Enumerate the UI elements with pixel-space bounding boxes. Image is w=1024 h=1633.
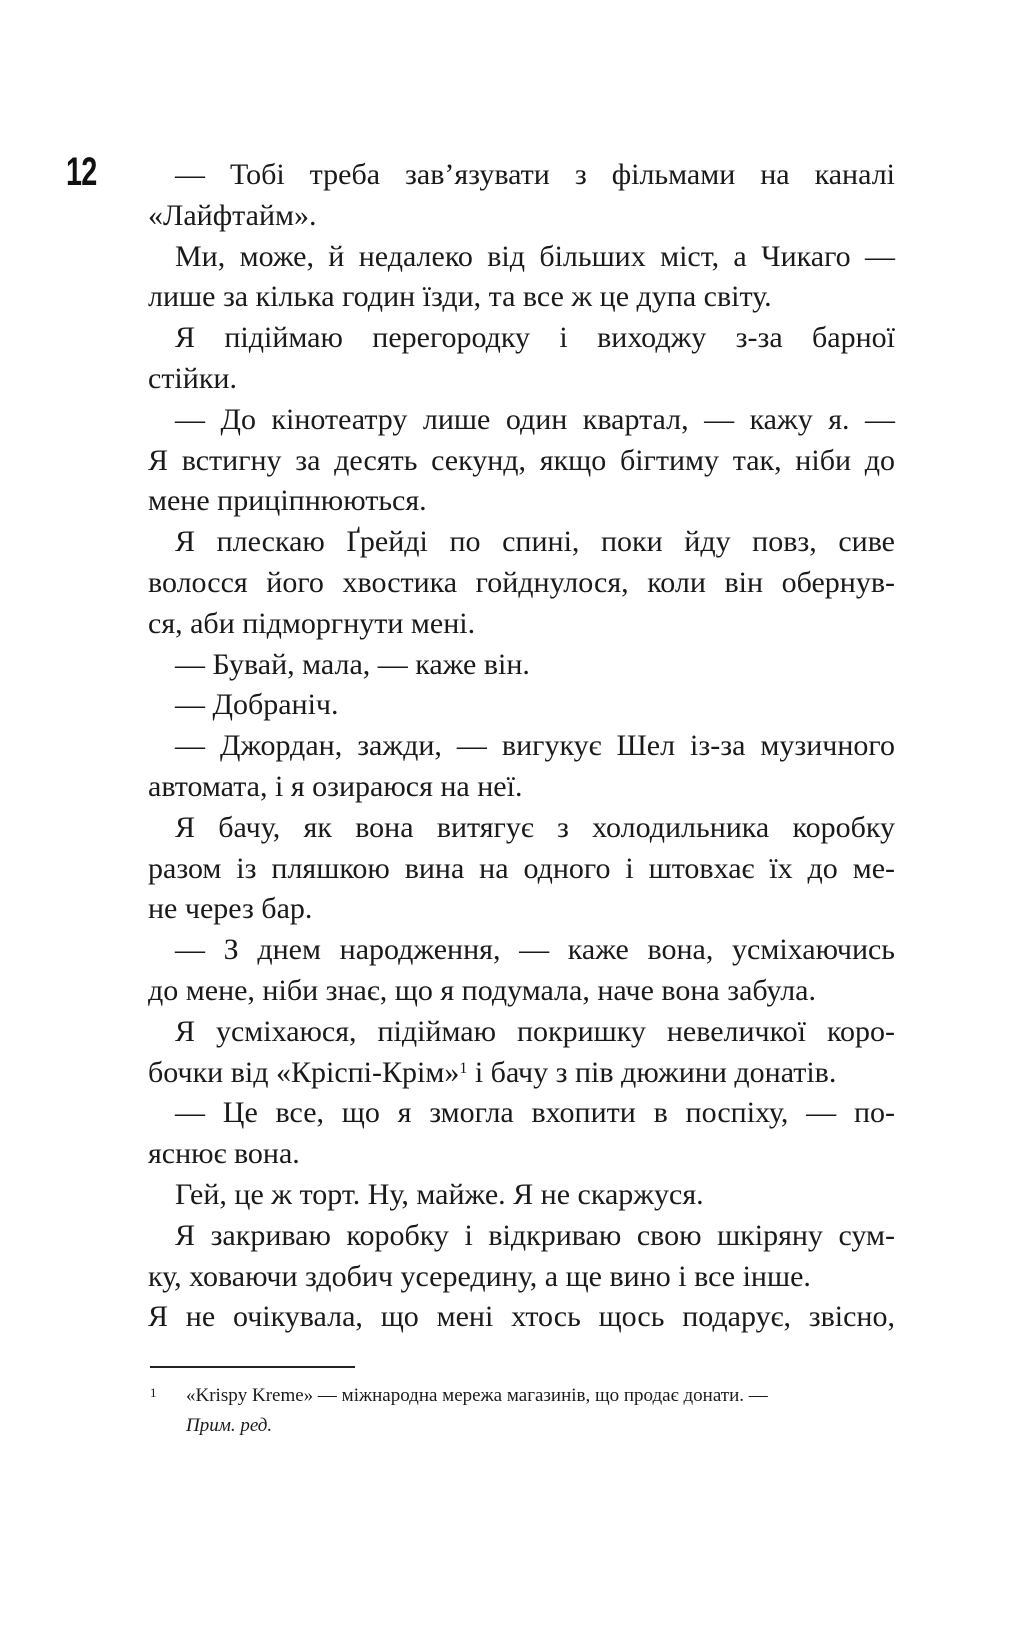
text-line	[148, 441, 895, 482]
text-line-content: — Добраніч.	[175, 688, 339, 722]
text-line	[148, 1134, 895, 1175]
text-line-content: лише за кілька годин їзди, та все ж це дупа світу.	[148, 280, 772, 314]
text-line-content: стійки.	[148, 361, 237, 395]
text-line-content: автомата, і я озираюся на неї.	[148, 769, 523, 803]
text-line-content: Я встигну за десять секунд, якщо бігтиму так, ніби до	[148, 443, 895, 477]
text-line	[148, 685, 895, 726]
text-line	[148, 971, 895, 1012]
text-line	[148, 767, 895, 808]
text-line	[148, 604, 895, 645]
footnote	[150, 1378, 895, 1441]
text-line	[148, 1257, 895, 1298]
text-line	[148, 889, 895, 930]
text-line-content: до мене, ніби знає, що я подумала, наче вона забула.	[148, 973, 816, 1007]
text-line-content: мене приціпнюються.	[148, 484, 427, 518]
footnote-reference: 1	[459, 1059, 468, 1077]
text-line-content: Ми, може, й недалеко від більших міст, а Чикаго —	[175, 239, 895, 273]
text-line-content: волосся його хвостика гойднулося, коли він обернув-	[148, 565, 895, 599]
text-line-content: ся, аби підморгнути мені.	[148, 606, 476, 640]
text-line-content: — Це все, що я змогла вхопити в поспіху, — по-	[175, 1096, 895, 1130]
text-line-content: Гей, це ж торт. Ну, майже. Я не скаржуся.	[175, 1177, 704, 1211]
body-text	[148, 155, 895, 1338]
text-line	[148, 726, 895, 767]
text-line-content: — З днем народження, — каже вона, усміхаючись	[175, 933, 895, 967]
text-line	[148, 1175, 895, 1216]
text-line	[148, 196, 895, 237]
footnote-editor-note: Прим. ред.	[186, 1415, 273, 1436]
footnote-text: «Krispy Kreme» — міжнародна мережа магазинів, що продає донати. —	[186, 1385, 768, 1406]
text-line-content: — Джордан, зажди, — вигукує Шел із-за музичного	[175, 729, 895, 763]
text-line	[148, 481, 895, 522]
text-line	[148, 1297, 895, 1338]
text-line-content: Я плескаю Ґрейді по спині, поки йду повз, сиве	[175, 525, 895, 559]
text-line	[148, 400, 895, 441]
text-line-content: бочки від «Кріспі-Крім»	[148, 1055, 460, 1089]
text-line	[148, 277, 895, 318]
text-line-content: разом із пляшкою вина на одного і штовхає їх до ме-	[148, 851, 895, 885]
text-line-content: яснює вона.	[148, 1137, 300, 1171]
text-line	[148, 1093, 895, 1134]
text-line	[148, 318, 895, 359]
text-line	[148, 808, 895, 849]
text-line	[148, 849, 895, 890]
text-line	[148, 237, 895, 278]
text-line	[148, 930, 895, 971]
text-line	[148, 155, 895, 196]
text-line	[148, 1012, 895, 1053]
text-line-content: Я усміхаюся, підіймаю покришку невеличкої коро-	[175, 1014, 895, 1048]
text-line	[148, 522, 895, 563]
text-line-content: «Лайфтайм».	[148, 198, 317, 232]
text-line-content: ку, ховаючи здобич усередину, а ще вино і все інше.	[148, 1259, 811, 1293]
text-line	[148, 645, 895, 686]
text-line	[148, 359, 895, 400]
text-line-content: Я підіймаю перегородку і виходжу з-за барної	[175, 321, 895, 355]
text-line-content: Я бачу, як вона витягує з холодильника коробку	[175, 810, 895, 844]
text-line-content: — До кінотеатру лише один квартал, — кажу я. —	[175, 402, 895, 436]
footnote-divider	[150, 1366, 355, 1368]
text-line	[148, 1216, 895, 1257]
footnote-mark: 1	[150, 1385, 157, 1400]
text-line-continuation: і бачу з пів дюжини донатів.	[467, 1055, 837, 1089]
text-line-content: Я закриваю коробку і відкриваю свою шкіряну сум-	[175, 1218, 895, 1252]
text-line-content: не через бар.	[148, 892, 313, 926]
text-line-content: Я не очікувала, що мені хтось щось подарує, звісно,	[148, 1300, 895, 1334]
page-number: 12	[66, 150, 97, 194]
text-line-content: — Бувай, мала, — каже він.	[175, 647, 530, 681]
text-line-content: — Тобі треба зав’язувати з фільмами на каналі	[175, 158, 895, 191]
text-line	[148, 1053, 895, 1094]
text-line	[148, 563, 895, 604]
